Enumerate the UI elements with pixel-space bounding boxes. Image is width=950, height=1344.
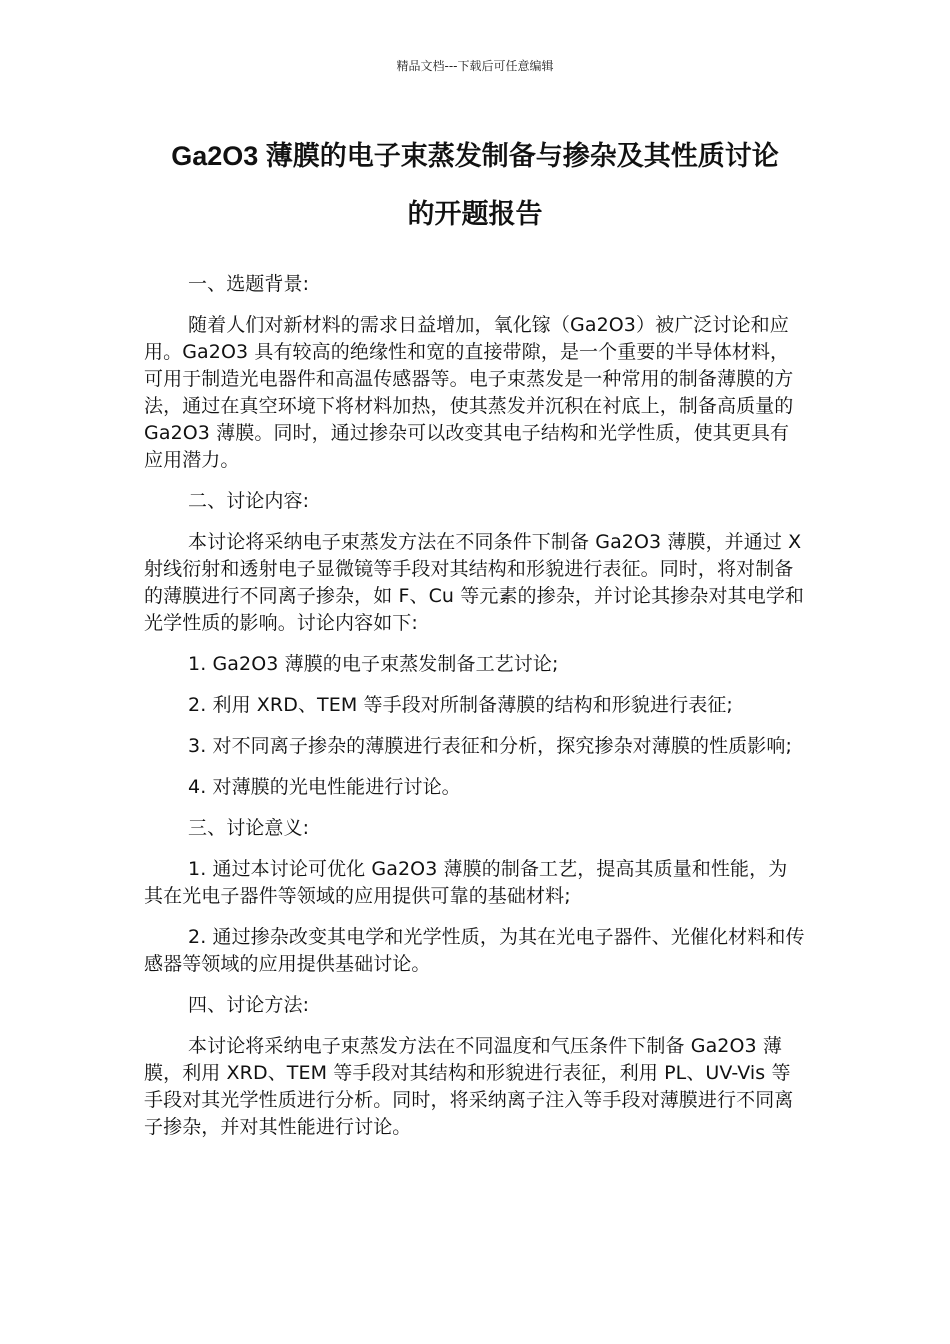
paragraph-content: 本讨论将采纳电子束蒸发方法在不同条件下制备 Ga2O3 薄膜，并通过 X 射线衍射和透射电子显微镜等手段对其结构和形貌进行表征。同时，将对制备的薄膜进行不同离子掺杂，如 F、Cu 等元素的掺杂，并讨论其掺杂对其电学和光学性质的影响。讨论内容如下:: [144, 531, 805, 634]
list-item-significance-2: 2. 通过掺杂改变其电学和光学性质，为其在光电子器件、光催化材料和传感器等领域的应用提供基础讨论。: [144, 926, 805, 975]
section-heading-method: 四、讨论方法:: [188, 994, 310, 1016]
document-body: [144, 271, 806, 1155]
section-heading-content: 二、讨论内容:: [188, 490, 310, 512]
section-heading-background: 一、选题背景:: [188, 273, 310, 295]
document-title-line-2: 的开题报告: [407, 199, 543, 229]
list-item-significance-1: 1. 通过本讨论可优化 Ga2O3 薄膜的制备工艺，提高其质量和性能，为其在光电子器件等领域的应用提供可靠的基础材料;: [144, 858, 788, 907]
list-item-content-4: 4. 对薄膜的光电性能进行讨论。: [188, 776, 461, 798]
section-heading-significance: 三、讨论意义:: [188, 817, 310, 839]
list-item-content-2: 2. 利用 XRD、TEM 等手段对所制备薄膜的结构和形貌进行表征;: [188, 694, 733, 716]
paragraph-background: 随着人们对新材料的需求日益增加，氧化镓（Ga2O3）被广泛讨论和应用。Ga2O3 具有较高的绝缘性和宽的直接带隙，是一个重要的半导体材料，可用于制造光电器件和高温传感器等。电子束蒸发是一种常用的制备薄膜的方法，通过在真空环境下将材料加热，使其蒸发并沉积在衬底上，制备高质量的 Ga2O3 薄膜。同时，通过掺杂可以改变其电子结构和光学性质，使其更具有应用潜力。: [144, 314, 794, 471]
paragraph-method: 本讨论将采纳电子束蒸发方法在不同温度和气压条件下制备 Ga2O3 薄膜，利用 XRD、TEM 等手段对其结构和形貌进行表征，利用 PL、UV-Vis 等手段对其光学性质进行分析。同时，将采纳离子注入等手段对薄膜进行不同离子掺杂，并对其性能进行讨论。: [144, 1035, 794, 1138]
list-item-content-1: 1. Ga2O3 薄膜的电子束蒸发制备工艺讨论;: [188, 653, 559, 675]
list-item-content-3: 3. 对不同离子掺杂的薄膜进行表征和分析，探究掺杂对薄膜的性质影响;: [188, 735, 792, 757]
page-header: 精品文档---下载后可任意编辑: [396, 59, 554, 73]
document-title-line-1: Ga2O3 薄膜的电子束蒸发制备与掺杂及其性质讨论: [171, 141, 779, 171]
